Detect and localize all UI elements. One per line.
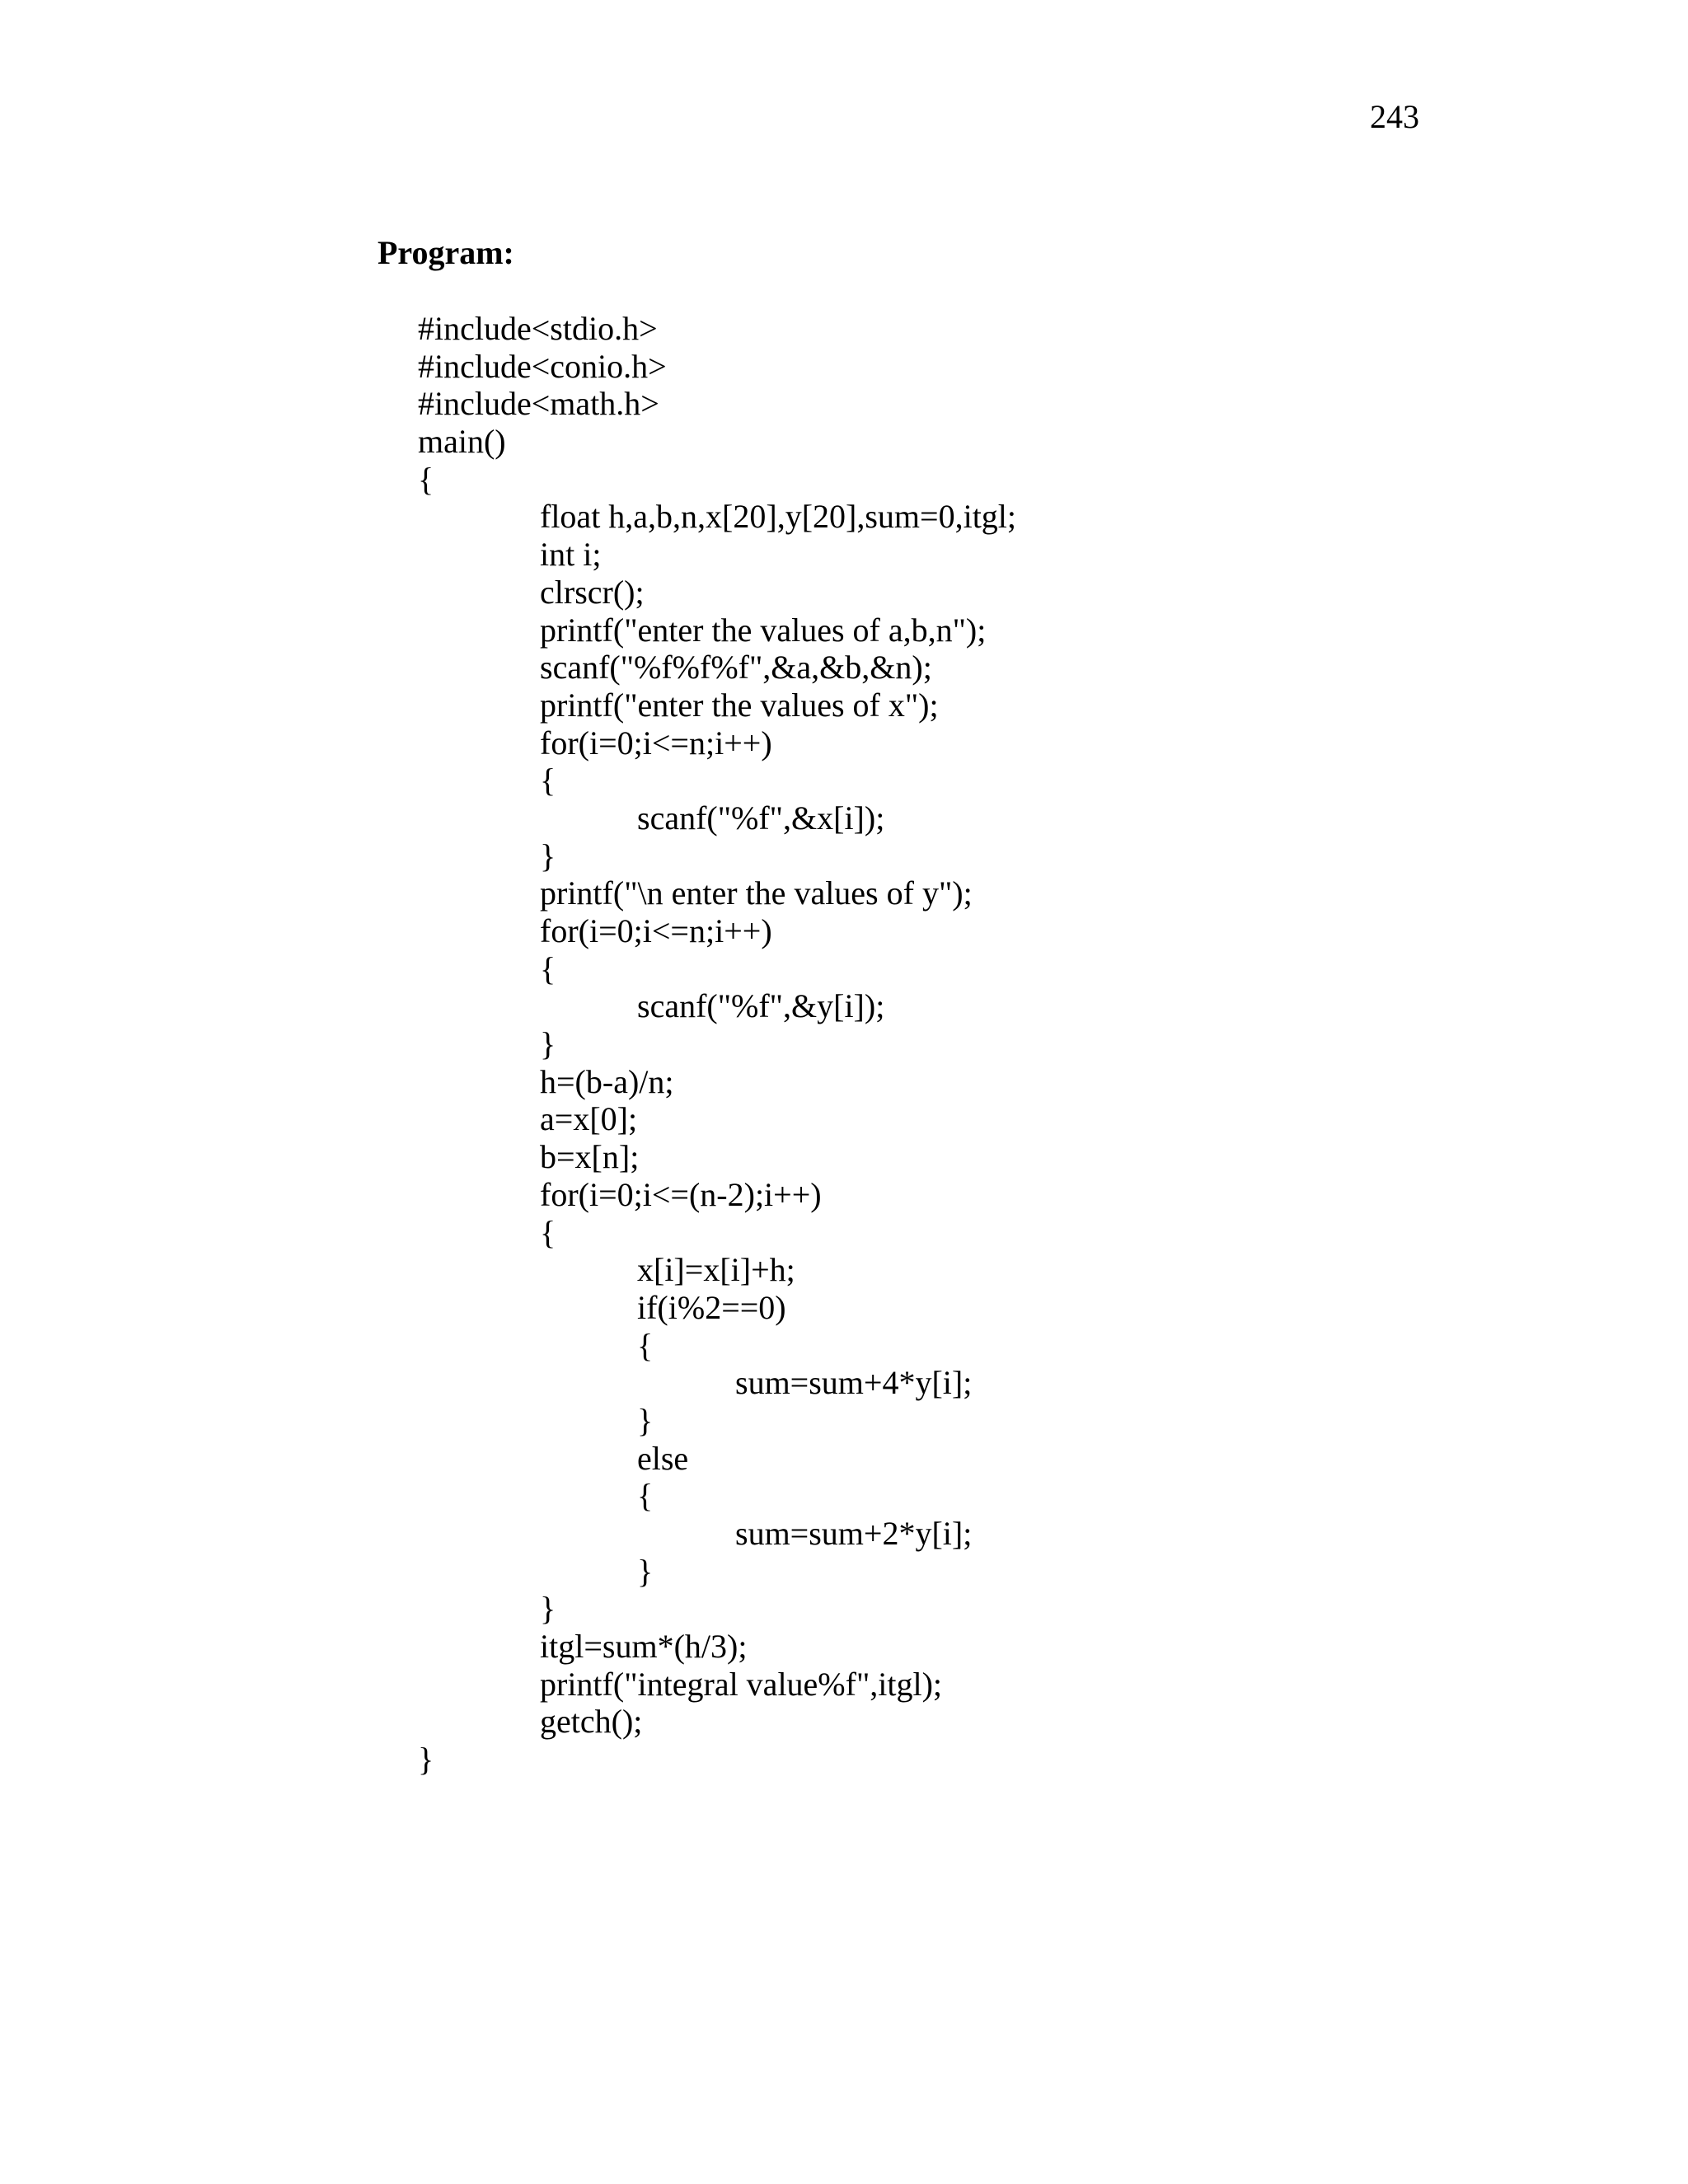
code-line: clrscr(); [540, 573, 645, 611]
code-line: x[i]=x[i]+h; [637, 1251, 795, 1289]
code-line: printf("enter the values of x"); [540, 686, 939, 724]
code-line: #include<math.h> [418, 385, 659, 423]
code-line: for(i=0;i<=n;i++) [540, 912, 772, 949]
code-line: getch(); [540, 1703, 643, 1741]
code-line: { [540, 1213, 556, 1251]
code-line: } [540, 1025, 556, 1063]
page-number: 243 [1370, 98, 1419, 135]
code-line: { [540, 949, 556, 987]
code-line: scanf("%f%f%f",&a,&b,&n); [540, 649, 932, 687]
code-listing [418, 310, 1016, 1779]
code-line: { [637, 1326, 654, 1364]
section-heading: Program: [377, 234, 514, 271]
code-line: itgl=sum*(h/3); [540, 1628, 748, 1666]
code-line: a=x[0]; [540, 1100, 638, 1138]
code-line: #include<conio.h> [418, 347, 667, 385]
code-line: scanf("%f",&x[i]); [637, 799, 885, 837]
code-line: h=(b-a)/n; [540, 1062, 674, 1100]
code-line: for(i=0;i<=(n-2);i++) [540, 1175, 822, 1213]
code-line: } [637, 1401, 654, 1439]
code-line: float h,a,b,n,x[20],y[20],sum=0,itgl; [540, 498, 1017, 536]
code-line: main() [418, 423, 506, 461]
code-line: int i; [540, 536, 602, 574]
code-line: printf("integral value%f",itgl); [540, 1665, 943, 1703]
code-line: b=x[n]; [540, 1138, 640, 1176]
code-line: } [540, 1590, 556, 1628]
code-line: sum=sum+2*y[i]; [735, 1515, 973, 1552]
code-line: if(i%2==0) [637, 1288, 786, 1326]
code-line: printf("enter the values of a,b,n"); [540, 611, 987, 649]
code-line: scanf("%f",&y[i]); [637, 987, 885, 1025]
code-line: printf("\n enter the values of y"); [540, 874, 973, 912]
code-line: { [418, 460, 434, 498]
code-line: } [637, 1552, 654, 1590]
code-line: else [637, 1439, 689, 1477]
code-line: for(i=0;i<=n;i++) [540, 724, 772, 762]
code-line: #include<stdio.h> [418, 310, 658, 347]
code-line: } [540, 837, 556, 874]
code-line: sum=sum+4*y[i]; [735, 1364, 973, 1402]
code-line: } [418, 1741, 434, 1779]
code-line: { [637, 1477, 654, 1515]
code-line: { [540, 762, 556, 799]
